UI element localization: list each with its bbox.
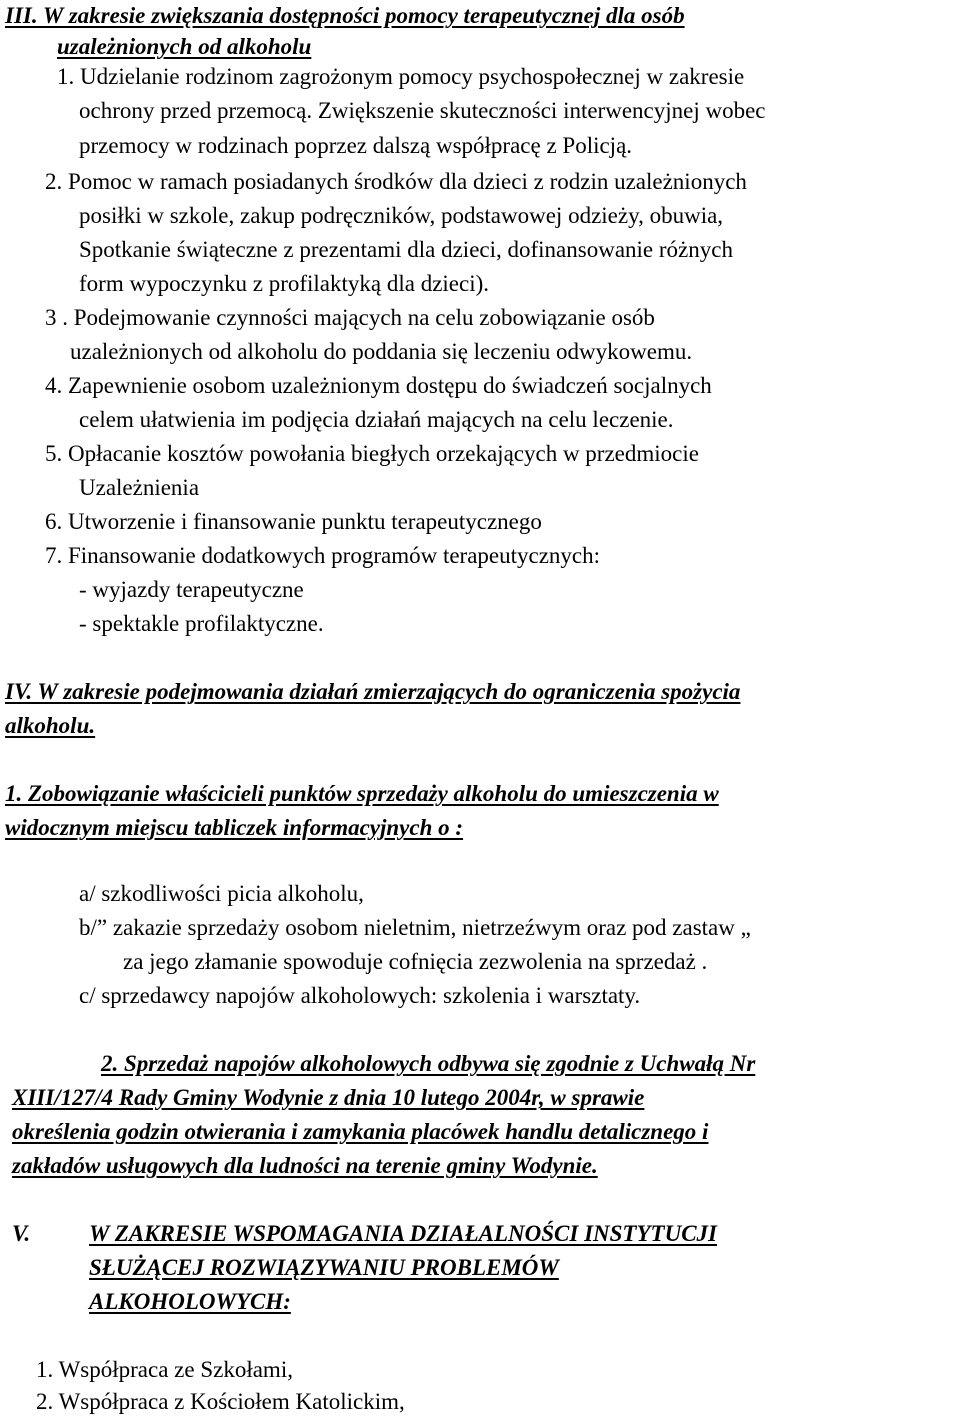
s5-item-2: 2. Współpraca z Kościołem Katolickim, bbox=[36, 1389, 405, 1414]
section-5-heading-cont: ALKOHOLOWYCH: bbox=[89, 1289, 291, 1314]
section-5-heading: W ZAKRESIE WSPOMAGANIA DZIAŁALNOŚCI INSTYTUCJI bbox=[89, 1221, 717, 1246]
s5-item-1: 1. Współpraca ze Szkołami, bbox=[36, 1357, 293, 1382]
s3-item-4: 4. Zapewnienie osobom uzależnionym dostępu do świadczeń socjalnych bbox=[45, 373, 712, 398]
section-4-heading-cont: alkoholu. bbox=[5, 713, 96, 738]
s3-item-7-sub: - wyjazdy terapeutyczne bbox=[79, 577, 304, 602]
s3-item-2-cont: Spotkanie świąteczne z prezentami dla dzieci, dofinansowanie różnych bbox=[79, 237, 733, 262]
s3-item-4-cont: celem ułatwienia im podjęcia działań mających na celu leczenie. bbox=[79, 407, 674, 432]
s3-item-7-sub: - spektakle profilaktyczne. bbox=[79, 611, 324, 636]
s3-item-7: 7. Finansowanie dodatkowych programów terapeutycznych: bbox=[45, 543, 601, 568]
s3-item-1-cont: przemocy w rodzinach poprzez dalszą współpracę z Policją. bbox=[79, 133, 633, 158]
section-4-heading: IV. W zakresie podejmowania działań zmierzających do ograniczenia spożycia bbox=[5, 679, 741, 704]
section-5-numeral: V. bbox=[12, 1221, 31, 1246]
section-5-heading-cont: SŁUŻĄCEJ ROZWIĄZYWANIU PROBLEMÓW bbox=[89, 1255, 559, 1280]
s3-item-1: 1. Udzielanie rodzinom zagrożonym pomocy psychospołecznej w zakresie bbox=[57, 64, 745, 89]
s4-subitem-b: b/” zakazie sprzedaży osobom nieletnim, nietrzeźwym oraz pod zastaw „ bbox=[79, 915, 751, 940]
s3-item-6: 6. Utworzenie i finansowanie punktu terapeutycznego bbox=[45, 509, 542, 534]
s4-subitem-b-cont: za jego złamanie spowoduje cofnięcia zezwolenia na sprzedaż . bbox=[123, 949, 708, 974]
s4-item-2-cont: zakładów usługowych dla ludności na terenie gminy Wodynie. bbox=[12, 1153, 598, 1178]
s3-item-3: 3 . Podejmowanie czynności mających na celu zobowiązanie osób bbox=[45, 305, 655, 330]
s3-item-1-cont: ochrony przed przemocą. Zwiększenie skuteczności interwencyjnej wobec bbox=[79, 98, 766, 123]
s4-item-2: 2. Sprzedaż napojów alkoholowych odbywa się zgodnie z Uchwałą Nr bbox=[101, 1051, 756, 1076]
s4-subitem-c: c/ sprzedawcy napojów alkoholowych: szkolenia i warsztaty. bbox=[79, 983, 641, 1008]
s4-item-1-cont: widocznym miejscu tabliczek informacyjnych o : bbox=[5, 815, 464, 840]
s4-item-2-cont: XIII/127/4 Rady Gminy Wodynie z dnia 10 lutego 2004r, w sprawie bbox=[12, 1085, 645, 1110]
s3-item-2-cont: posiłki w szkole, zakup podręczników, podstawowej odzieży, obuwia, bbox=[79, 203, 724, 228]
section-3-heading: III. W zakresie zwiększania dostępności pomocy terapeutycznej dla osób bbox=[5, 3, 685, 28]
s3-item-2-cont: form wypoczynku z profilaktyką dla dzieci). bbox=[79, 271, 490, 296]
section-3-heading-cont: uzależnionych od alkoholu bbox=[57, 34, 312, 59]
s4-subitem-a: a/ szkodliwości picia alkoholu, bbox=[79, 881, 364, 906]
s3-item-5: 5. Opłacanie kosztów powołania biegłych orzekających w przedmiocie bbox=[45, 441, 699, 466]
s3-item-5-cont: Uzależnienia bbox=[79, 475, 200, 500]
s3-item-2: 2. Pomoc w ramach posiadanych środków dla dzieci z rodzin uzależnionych bbox=[45, 169, 747, 194]
s4-item-1: 1. Zobowiązanie właścicieli punktów sprzedaży alkoholu do umieszczenia w bbox=[5, 781, 719, 806]
s3-item-3-cont: uzależnionych od alkoholu do poddania się leczeniu odwykowemu. bbox=[70, 339, 693, 364]
s4-item-2-cont: określenia godzin otwierania i zamykania placówek handlu detalicznego i bbox=[12, 1119, 709, 1144]
